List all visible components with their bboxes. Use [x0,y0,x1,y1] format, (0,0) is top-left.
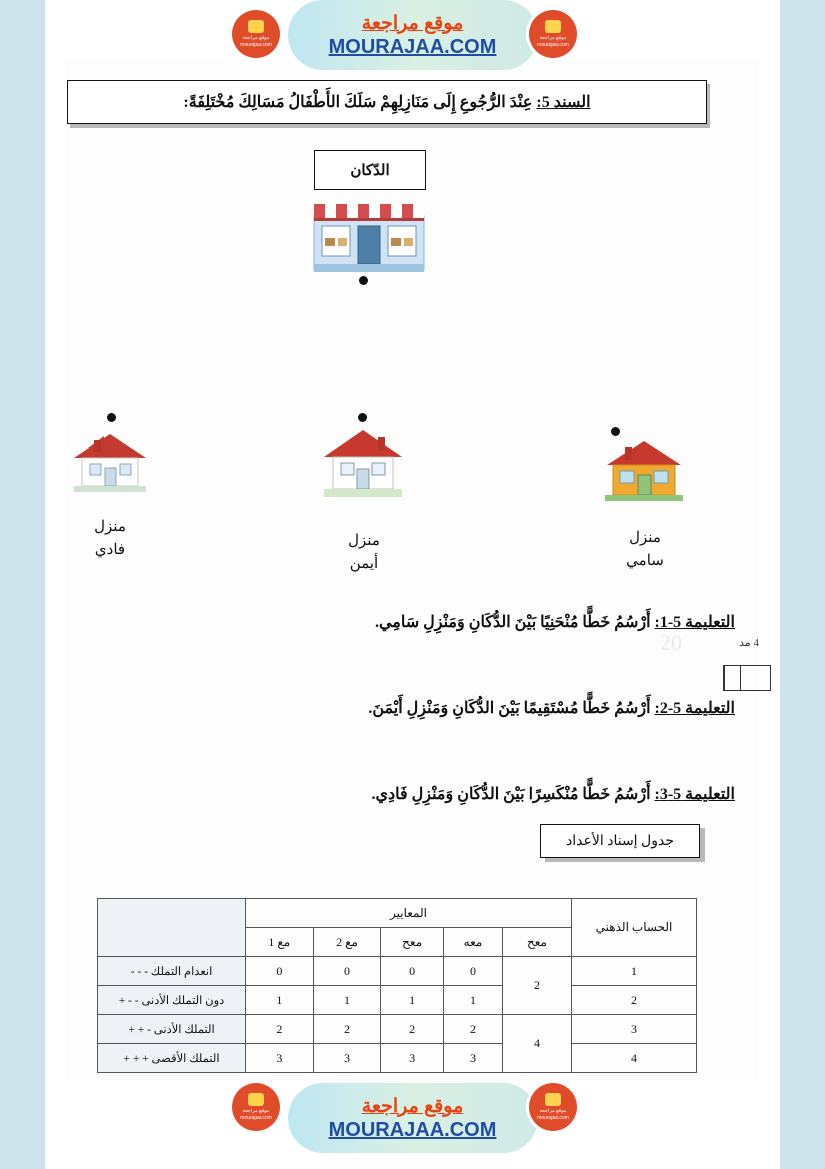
cell-1-c0: 1 [443,986,502,1015]
cell-3-c1: 3 [381,1044,444,1073]
house-point-ayman [358,413,367,422]
exercise-header-sentence: عِنْدَ الرُّجُوعِ إِلَى مَنَازِلِهِمْ سَلَكَ الأَطْفَالُ مَسَالِكَ مُخْتَلِفَةً: [183,94,533,111]
cell-2-c3: 2 [246,1015,314,1044]
table-row [98,1015,697,1044]
table-header-mental: الحساب الذهني [572,899,697,957]
cell-1-c2: 1 [313,986,381,1015]
cell-mental-1: 2 [572,986,697,1015]
instruction-1-text: أَرْسُمُ خَطًّا مُنْحَنِيًا بَيْنَ الدُّكَانِ وَمَنْزِلِ سَامِي. [374,614,651,631]
cell-0-c2: 0 [313,957,381,986]
instruction-1-tag: التعليمة 5-1: [654,614,735,631]
house-icon-ayman [320,425,406,501]
house-caption-sami [604,527,686,572]
cell-3-c0: 3 [443,1044,502,1073]
instruction-2 [135,698,735,718]
house-icon-fadi [70,428,150,498]
instruction-1 [135,612,735,632]
table-col-header-4: مع 1 [246,928,314,957]
cell-0-c1: 0 [381,957,444,986]
watermark-pill-bottom [288,1083,538,1153]
house-caption-ayman [320,530,408,575]
cell-0-c3: 0 [246,957,314,986]
house-caption-sami-line2: سامي [626,552,664,569]
house-caption-fadi [64,516,156,561]
cell-0-c0: 0 [443,957,502,986]
badge-mark-icon [248,20,264,33]
cell-2-c1: 2 [381,1015,444,1044]
table-row [98,1044,697,1073]
house-caption-sami-line1: منزل [629,530,661,546]
watermark-url-bottom: MOURAJAA.COM [328,1118,497,1141]
house-caption-fadi-line1: منزل [94,519,126,535]
watermark-banner-bottom [0,1083,825,1153]
shop-point [359,276,368,285]
shop-label [314,150,426,190]
house-icon-sami [603,437,685,503]
shop-illustration [312,198,426,274]
table-row [98,957,697,986]
table-col-header-2: معح [381,928,444,957]
instruction-2-text: أَرْسُمُ خَطًّا مُسْتَقِيمًا بَيْنَ الدُّكَانِ وَمَنْزِلِ أَيْمَنَ. [368,700,651,717]
watermark-badge-top-right [529,10,577,58]
watermark-banner-top [0,0,825,70]
shop-label-text: الدّكان [350,162,390,179]
badge-mark-icon [545,1093,561,1106]
cell-3-c2: 3 [313,1044,381,1073]
badge-mark-icon [248,1093,264,1106]
watermark-url-top: MOURAJAA.COM [328,35,497,58]
instruction-3-text: أَرْسُمُ خَطًّا مُنْكَسِرًا بَيْنَ الدُّكَانِ وَمَنْزِلِ فَادِي. [371,786,651,803]
exercise-header-text [183,92,590,112]
cell-1-c3: 1 [246,986,314,1015]
table-header-criteria: المعايير [246,899,572,928]
watermark-title-bottom: موقع مراجعة [361,1095,464,1117]
cell-3-c3: 3 [246,1044,314,1073]
cell-mental-2: 3 [572,1015,697,1044]
table-col-header-1: معه [443,928,502,957]
exercise-header-box [67,80,707,124]
house-caption-ayman-line2: أيمن [349,555,379,572]
watermark-title-top: موقع مراجعة [361,12,464,34]
cell-scale-0: انعدام التملك - - - [98,957,246,986]
house-caption-ayman-line1: منزل [348,533,380,549]
cell-mental-3: 4 [572,1044,697,1073]
house-caption-fadi-line2: فادي [94,541,126,558]
criteria-table [97,898,697,1073]
badge-mark-icon [545,20,561,33]
table-row [98,986,697,1015]
watermark-badge-bottom-left [232,1083,280,1131]
cell-scale-3: التملك الأقصى + + + [98,1044,246,1073]
instruction-3 [135,784,735,804]
table-header-row [98,899,697,928]
cell-2-c2: 2 [313,1015,381,1044]
cell-mental-0: 1 [572,957,697,986]
cell-mid-0: 2 [503,957,572,1015]
table-header-scale [98,899,246,957]
cell-2-c0: 2 [443,1015,502,1044]
house-point-sami [611,427,620,436]
exercise-header-tag: السند 5: [536,94,591,111]
table-title-text: جدول إسناد الأعداد [566,833,674,849]
badge-text-bottom-left: موقع مراجعة mourajaa.com [240,1108,272,1121]
house-point-fadi [107,413,116,422]
cell-mid-1: 4 [503,1015,572,1073]
badge-text-bottom-right: موقع مراجعة mourajaa.com [537,1108,569,1121]
badge-text-top-left: موقع مراجعة mourajaa.com [240,35,272,48]
cell-scale-1: دون التملك الأدنى - - + [98,986,246,1015]
cell-1-c1: 1 [381,986,444,1015]
table-col-header-3: مع 2 [313,928,381,957]
watermark-pill-top [288,0,538,70]
instruction-2-tag: التعليمة 5-2: [654,700,735,717]
watermark-badge-bottom-right [529,1083,577,1131]
watermark-badge-top-left [232,10,280,58]
faint-page-number: 20 [660,630,682,655]
instruction-3-tag: التعليمة 5-3: [654,786,735,803]
side-page-mark: 4 مد [739,637,759,649]
badge-text-top-right: موقع مراجعة mourajaa.com [537,35,569,48]
side-grid-boxes [723,665,771,691]
cell-scale-2: التملك الأدنى - + + [98,1015,246,1044]
table-title-box [540,824,700,858]
table-col-header-0: معح [503,928,572,957]
